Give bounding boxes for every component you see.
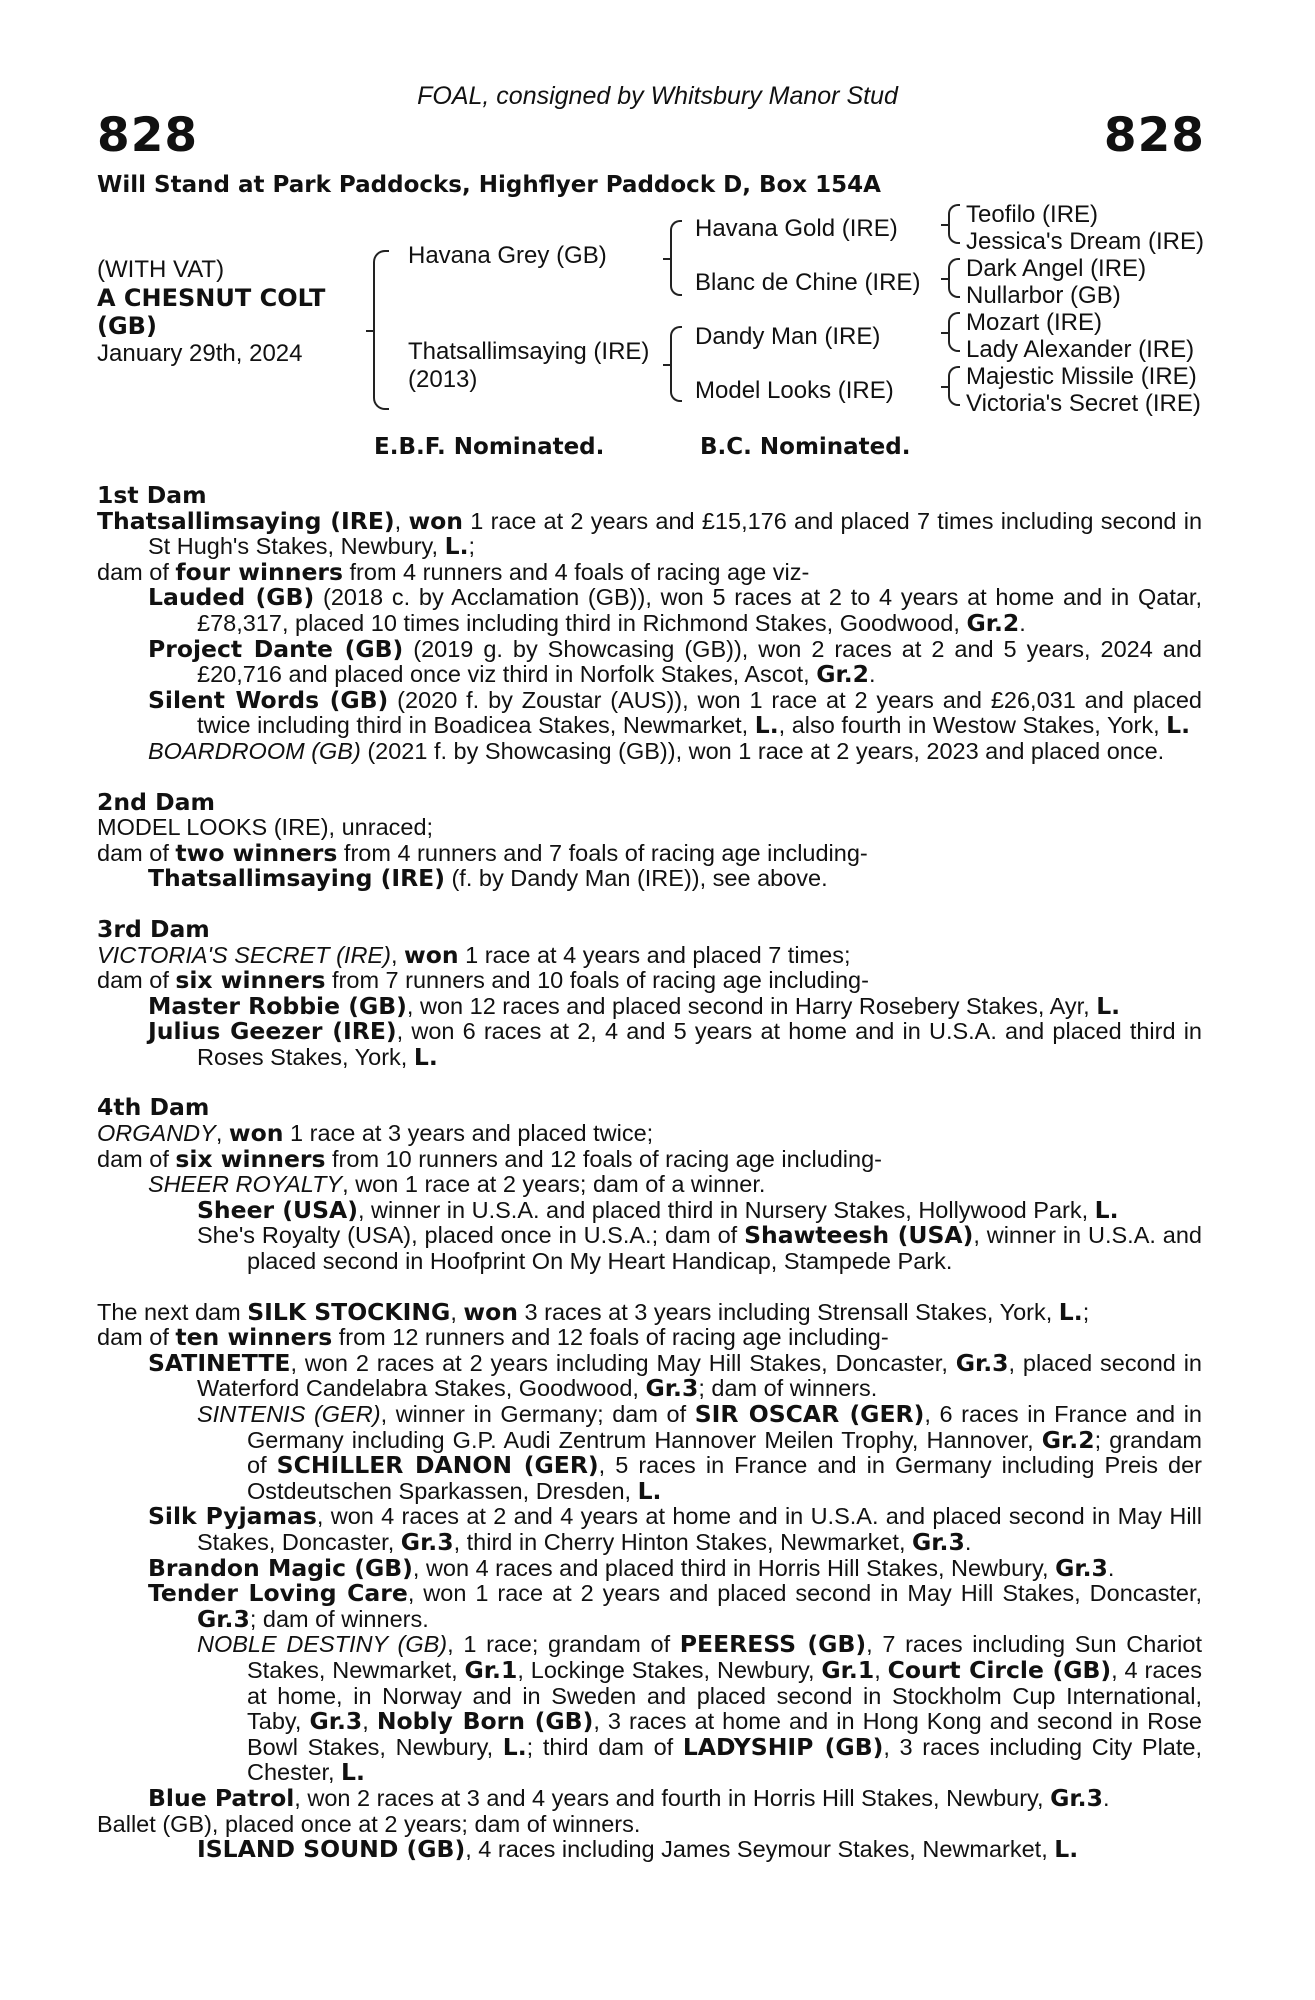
fourth-dam-produce-summary: dam of six winners from 10 runners and 12 foals of racing age including- [97,1144,882,1173]
pedigree-sds: Dark Angel (IRE) [966,255,1147,282]
pedigree-ddd: Victoria's Secret (IRE) [966,390,1201,417]
pedigree-sdd: Nullarbor (GB) [966,282,1121,309]
produce-master-robbie: Master Robbie (GB), won 12 races and placed second in Harry Rosebery Stakes, Ayr, L. [148,991,1121,1020]
produce-julius-geezer: Julius Geezer (IRE), won 6 races at 2, 4 and 5 years at home and in U.S.A. and placed third in Roses Stakes, York, L. [148,1017,1202,1071]
next-dam-produce-summary: dam of ten winners from 12 runners and 12 foals of racing age including- [97,1323,889,1352]
next-dam-record: The next dam SILK STOCKING, won 3 races at 3 years including Strensall Stakes, York, L.; [97,1297,1090,1326]
pedigree-sire-sire: Havana Gold (IRE) [695,215,898,242]
lot-number-right: 828 [1103,108,1205,163]
pedigree-dss: Mozart (IRE) [966,309,1103,336]
produce-tender-loving-care: Tender Loving Care, won 1 race at 2 years and placed second in May Hill Stakes, Doncaster, Gr.3; dam of winners. [148,1579,1203,1633]
fourth-dam-heading: 4th Dam [97,1093,210,1122]
pedigree-dam-year: (2013) [408,366,478,393]
pedigree-brace-dam [670,326,682,402]
first-dam-produce-summary: dam of four winners from 4 runners and 4 foals of racing age viz- [97,557,810,586]
produce-sheer-royalty: SHEER ROYALTY, won 1 race at 2 years; dam of a winner. [148,1171,766,1198]
pedigree-brace-dd [948,366,960,406]
pedigree-sire-dam: Blanc de Chine (IRE) [695,269,921,296]
produce-noble-destiny: NOBLE DESTINY (GB), 1 race; grandam of PEERESS (GB), 7 races including Sun Chariot Stakes, Newmarket, Gr.1, Lockinge Stakes, Newbury, Gr.1, Court Circle (GB), 4 races at home, in Norway and in Sweden and placed second in Stockholm Cup International, Taby, Gr.3, Nobly Born (GB), 3 races at home and in Hong Kong and second in Rose Bowl Stakes, Newbury, L.; third dam of LADYSHIP (GB), 3 races including City Plate, Chester, L. [197,1630,1202,1787]
pedigree-dam-dam: Model Looks (IRE) [695,377,894,404]
produce-blue-patrol: Blue Patrol, won 2 races at 3 and 4 years and fourth in Horris Hill Stakes, Newbury, Gr.3. [148,1783,1110,1812]
ebf-nomination: E.B.F. Nominated. [374,434,605,460]
produce-sheer: Sheer (USA), winner in U.S.A. and placed third in Nursery Stakes, Hollywood Park, L. [197,1195,1119,1224]
produce-silk-pyjamas: Silk Pyjamas, won 4 races at 2 and 4 years at home and in U.S.A. and placed second in May Hill Stakes, Doncaster, Gr.3, third in Cherry Hinton Stakes, Newmarket, Gr.3. [148,1502,1202,1556]
horse-dob: January 29th, 2024 [97,340,303,367]
consignor-subtitle: FOAL, consigned by Whitsbury Manor Stud [417,82,898,110]
produce-boardroom: BOARDROOM (GB) (2021 f. by Showcasing (GB)), won 1 race at 2 years, 2023 and placed once. [148,737,1165,764]
produce-project-dante: Project Dante (GB) (2019 g. by Showcasing (GB)), won 2 races at 2 and 5 years, 2024 and £20,716 and placed once viz third in Norfolk Stakes, Ascot, Gr.2. [148,634,1202,689]
produce-brandon-magic: Brandon Magic (GB), won 4 races and placed third in Horris Hill Stakes, Newbury, Gr.3. [148,1553,1115,1582]
pedigree-brace-ds [948,312,960,352]
horse-country: (GB) [97,312,157,340]
lot-number-left: 828 [97,108,199,163]
second-dam-produce-thatsallimsaying: Thatsallimsaying (IRE) (f. by Dandy Man (IRE)), see above. [148,864,828,893]
stand-location: Will Stand at Park Paddocks, Highflyer Paddock D, Box 154A [97,172,881,198]
pedigree-dam-sire: Dandy Man (IRE) [695,323,881,350]
third-dam-record: VICTORIA'S SECRET (IRE), won 1 race at 4 years and placed 7 times; [97,940,851,969]
pedigree-brace-ss [948,204,960,244]
pedigree-sire: Havana Grey (GB) [408,242,607,269]
second-dam-heading: 2nd Dam [97,787,215,816]
pedigree-brace-sd [948,258,960,298]
produce-shes-royalty: She's Royalty (USA), placed once in U.S.A.; dam of Shawteesh (USA), winner in U.S.A. and placed second in Hoofprint On My Heart Handicap, Stampede Park. [197,1221,1202,1275]
first-dam-record: Thatsallimsaying (IRE), won 1 race at 2 years and £15,176 and placed 7 times including second in St Hugh's Stakes, Newbury, L.; [97,506,1203,561]
produce-island-sound: ISLAND SOUND (GB), 4 races including James Seymour Stakes, Newmarket, L. [197,1835,1079,1864]
produce-silent-words: Silent Words (GB) (2020 f. by Zoustar (AUS)), won 1 race at 2 years and £26,031 and placed twice including third in Boadicea Stakes, Newmarket, L., also fourth in Westow Stakes, York, L. [148,685,1202,740]
third-dam-produce-summary: dam of six winners from 7 runners and 10 foals of racing age including- [97,966,869,995]
produce-lauded: Lauded (GB) (2018 c. by Acclamation (GB)), won 5 races at 2 to 4 years at home and in Qatar, £78,317, placed 10 times including third in Richmond Stakes, Goodwood, Gr.2. [148,583,1202,637]
catalogue-body [97,483,1202,1863]
second-dam-produce-summary: dam of two winners from 4 runners and 7 foals of racing age including- [97,838,868,867]
pedigree-dam: Thatsallimsaying (IRE) [408,338,650,365]
third-dam-heading: 3rd Dam [97,914,210,943]
second-dam-record: MODEL LOOKS (IRE), unraced; [97,814,434,841]
bc-nomination: B.C. Nominated. [700,434,911,460]
first-dam-heading: 1st Dam [97,481,207,509]
pedigree-sss: Teofilo (IRE) [966,201,1099,228]
vat-note: (WITH VAT) [97,256,225,283]
produce-sintenis: SINTENIS (GER), winner in Germany; dam of SIR OSCAR (GER), 6 races in France and in Germany including G.P. Audi Zentrum Hannover Meilen Trophy, Hannover, Gr.2; grandam of SCHILLER DANON (GER), 5 races in France and in Germany including Preis der Ostdeutschen Sparkassen, Dresden, L. [197,1400,1203,1505]
produce-satinette: SATINETTE, won 2 races at 2 years including May Hill Stakes, Doncaster, Gr.3, placed second in Waterford Candelabra Stakes, Goodwood, Gr.3; dam of winners. [148,1348,1202,1403]
pedigree-dsd: Lady Alexander (IRE) [966,336,1195,363]
pedigree-brace-main [373,250,389,410]
pedigree-dds: Majestic Missile (IRE) [966,363,1197,390]
horse-name: A CHESNUT COLT [97,284,326,312]
pedigree-ssd: Jessica's Dream (IRE) [966,228,1204,255]
fourth-dam-record: ORGANDY, won 1 race at 3 years and placed twice; [97,1119,654,1148]
pedigree-brace-sire [670,220,682,296]
horse-info [97,256,325,368]
produce-ballet: Ballet (GB), placed once at 2 years; dam of winners. [97,1810,641,1837]
